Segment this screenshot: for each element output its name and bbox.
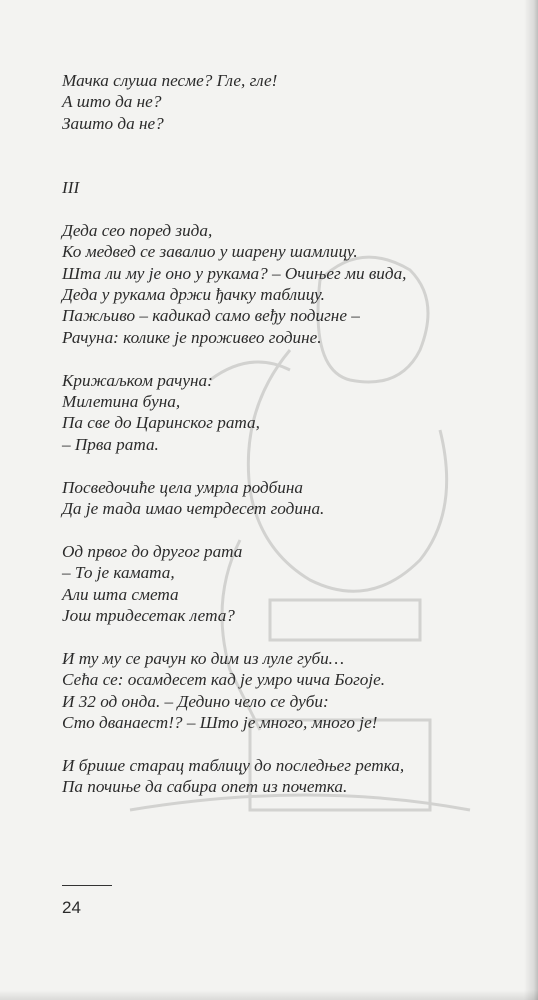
verse-line: Од првог до другог рата bbox=[62, 541, 243, 561]
section-heading bbox=[62, 177, 502, 198]
verse-line: Још тридесетак лета? bbox=[62, 606, 235, 626]
section-number: III bbox=[62, 178, 80, 197]
stanza bbox=[62, 70, 502, 134]
verse-line: Сто дванаест!? – Што је много, много је! bbox=[62, 713, 378, 733]
verse-line: Шта ли му је оно у рукама? – Очињег ми вида, bbox=[62, 263, 407, 283]
verse-line: Зашто да не? bbox=[62, 113, 164, 133]
verse-line: Рачуна: колике је проживео године. bbox=[62, 327, 322, 347]
stanza bbox=[62, 370, 502, 456]
verse-line: Па све до Царинског рата, bbox=[62, 413, 260, 433]
verse-line: – То је камата, bbox=[62, 563, 175, 583]
stanza bbox=[62, 755, 502, 798]
verse-line: Пажљиво – кадикад само веђу подигне – bbox=[62, 306, 360, 326]
verse-line: Мачка слуша песме? Гле, гле! bbox=[62, 71, 278, 90]
verse-line: Крижаљком рачуна: bbox=[62, 370, 213, 390]
verse-line: И 32 од онда. – Дедино чело се дуби: bbox=[62, 691, 329, 711]
page-edge-shadow bbox=[524, 0, 538, 1000]
verse-line: Посведочиће цела умрла родбина bbox=[62, 477, 303, 497]
verse-line: Деда сео поред зида, bbox=[62, 220, 213, 240]
footer-rule bbox=[62, 885, 112, 886]
stanza bbox=[62, 541, 502, 627]
verse-line: Ко медвед се завалио у шарену шамлицу. bbox=[62, 242, 358, 262]
page-bottom-shadow bbox=[0, 990, 538, 1000]
verse-line: А што да не? bbox=[62, 92, 162, 112]
verse-line: Милетина буна, bbox=[62, 392, 181, 412]
verse-line: И ту му се рачун ко дим из луле губи… bbox=[62, 648, 345, 668]
page-number: 24 bbox=[62, 898, 81, 917]
verse-line: Али шта смета bbox=[62, 584, 179, 604]
stanza bbox=[62, 648, 502, 734]
verse-line: Сећа се: осамдесет кад је умро чича Богоје. bbox=[62, 670, 386, 690]
poem-text bbox=[62, 70, 502, 798]
verse-line: Деда у рукама држи ђачку таблицу. bbox=[62, 285, 325, 305]
verse-line: И брише старац таблицу до последњег ретка, bbox=[62, 755, 405, 775]
stanza bbox=[62, 220, 502, 348]
verse-line: Па почиње да сабира опет из почетка. bbox=[62, 777, 348, 797]
stanza bbox=[62, 477, 502, 520]
verse-line: – Прва рата. bbox=[62, 434, 159, 454]
verse-line: Да је тада имао четрдесет година. bbox=[62, 499, 325, 519]
